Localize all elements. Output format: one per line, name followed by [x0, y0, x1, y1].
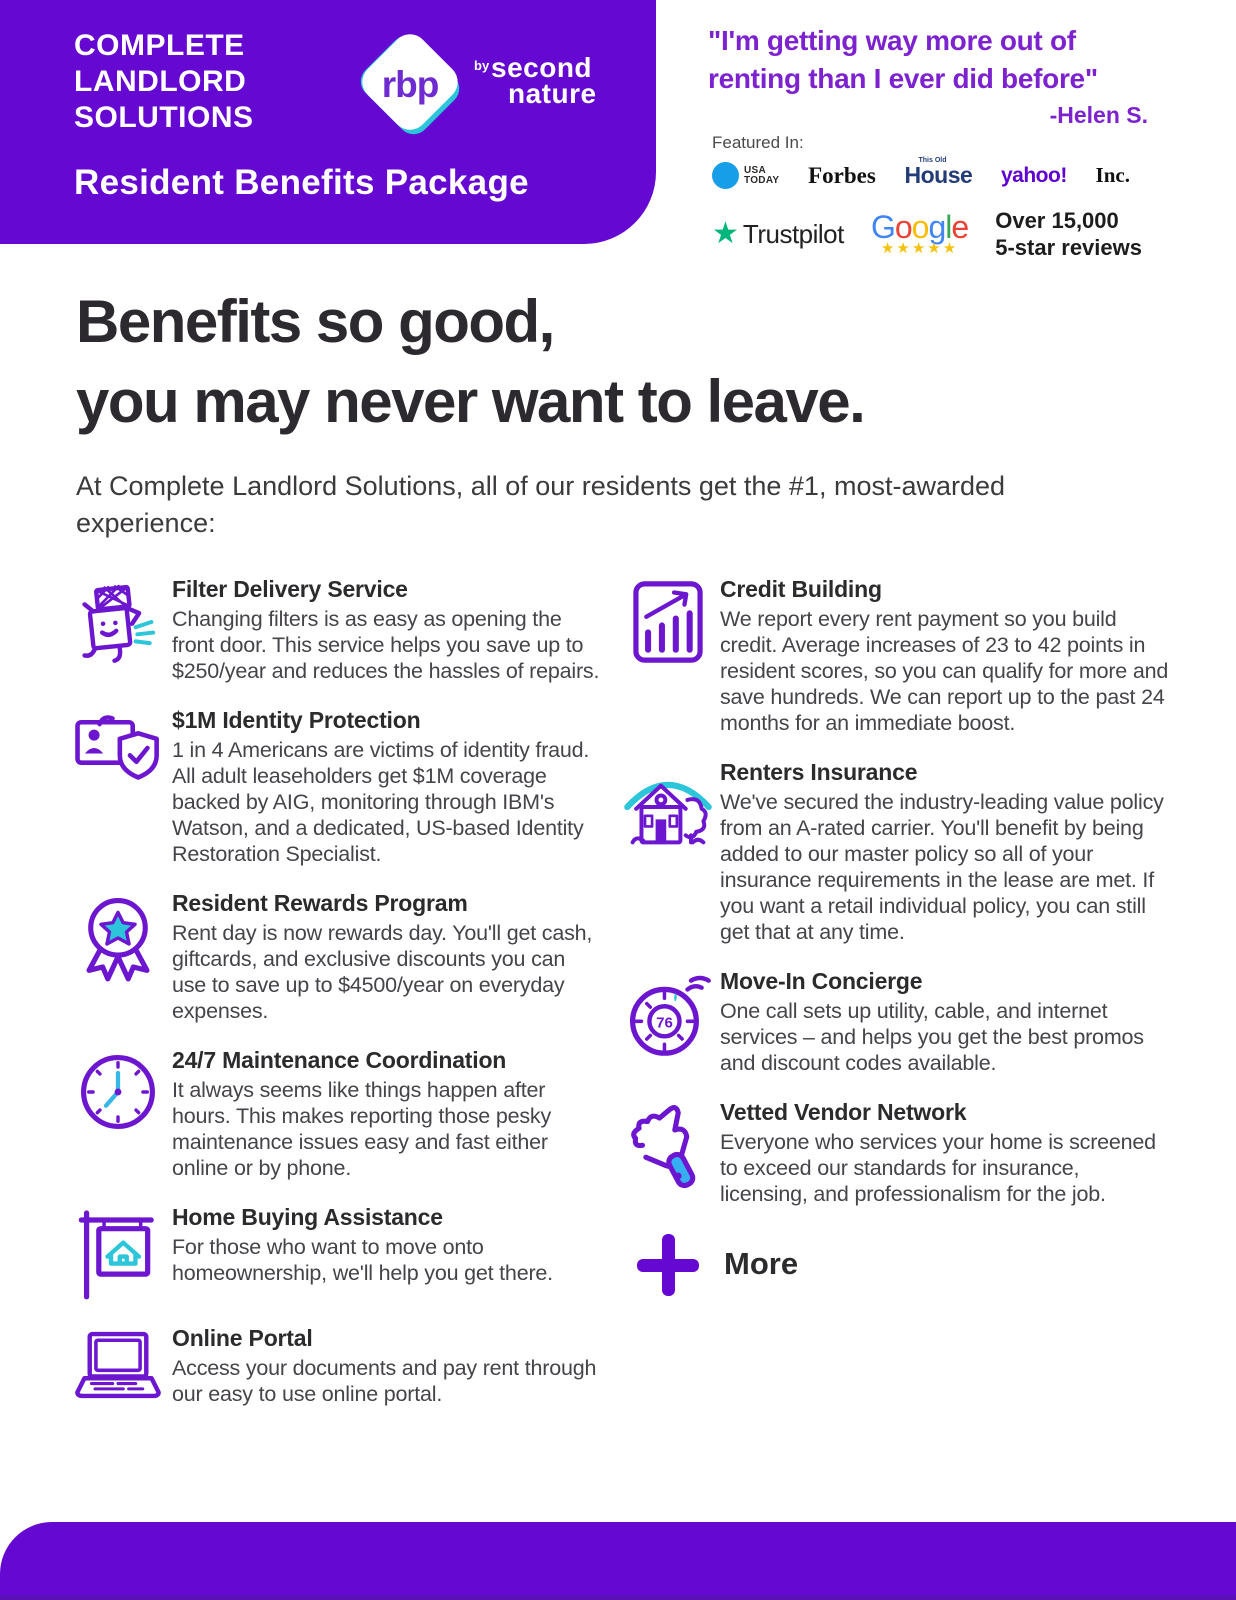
benefits-column-right [616, 576, 1172, 1298]
benefit-body: Rent day is now rewards day. You'll get cash, giftcards, and exclusive discounts you can use to save up to $4500/year on everyday expenses. [172, 921, 593, 1023]
benefit-body: For those who want to move onto homeownership, we'll help you get there. [172, 1235, 553, 1285]
google-letter: G [870, 209, 895, 245]
benefit-title: Move-In Concierge [720, 968, 923, 994]
plus-icon [616, 1230, 720, 1298]
press-logos-row [712, 157, 1130, 189]
rewards-medal-icon [64, 890, 172, 984]
benefit-body: One call sets up utility, cable, and internet services – and helps you get the best promos and discount codes available. [720, 999, 1144, 1075]
more-benefits-row [616, 1230, 1172, 1298]
benefit-title: 24/7 Maintenance Coordination [172, 1047, 507, 1073]
google-logo [870, 209, 969, 257]
featured-in-section [712, 133, 1162, 261]
logo-by-text: by [474, 58, 490, 73]
google-letter: o [911, 209, 929, 245]
rbp-second-nature-logo [358, 30, 618, 150]
benefit-body: Everyone who services your home is screened to exceed our standards for insurance, licensing, and professionalism for the job. [720, 1130, 1156, 1206]
benefit-body: We report every rent payment so you build credit. Average increases of 23 to 42 points in resident scores, so you can qualify for more and save hundreds. We can report up to the past 24 months for an immediate boost. [720, 607, 1169, 735]
benefit-body: 1 in 4 Americans are victims of identity fraud. All adult leaseholders get $1M coverage backed by AIG, monitoring through IBM's Watson, and a dedicated, US-based Identity Restoration Specialist. [172, 738, 590, 866]
google-letter: g [928, 209, 946, 245]
footer-band [0, 1522, 1236, 1595]
benefit-item-filter-delivery [64, 576, 604, 684]
move-in-thermostat-icon [616, 968, 720, 1062]
forbes-logo: Forbes [808, 162, 876, 188]
benefit-item-home-buying [64, 1204, 604, 1302]
benefits-column-left [64, 576, 604, 1430]
package-title: Resident Benefits Package [74, 163, 529, 202]
benefit-title: Resident Rewards Program [172, 890, 468, 916]
benefit-body: Access your documents and pay rent through our easy to use online portal. [172, 1356, 597, 1406]
benefit-body: It always seems like things happen after hours. This makes reporting those pesky maintenance issues easy and fast either online or by phone. [172, 1078, 551, 1180]
maintenance-clock-icon [64, 1047, 172, 1135]
benefit-title: Online Portal [172, 1325, 313, 1351]
this-old-house-small-text: This Old [918, 157, 947, 164]
footer-edge-line [0, 1595, 1236, 1600]
credit-building-chart-icon [616, 576, 720, 666]
filter-delivery-icon [64, 576, 172, 666]
yahoo-logo: yahoo! [1000, 163, 1067, 187]
brand-title: COMPLETE LANDLORD SOLUTIONS [74, 29, 254, 134]
benefit-title: Filter Delivery Service [172, 576, 408, 602]
vetted-vendor-thumbs-up-icon [616, 1099, 720, 1193]
page-headline [76, 282, 1186, 442]
inc-logo: Inc. [1095, 163, 1130, 187]
benefit-item-maintenance [64, 1047, 604, 1181]
quote-attribution: -Helen S. [1049, 102, 1148, 128]
usa-today-logo [712, 162, 779, 189]
benefit-title: Renters Insurance [720, 759, 918, 785]
benefit-title: Home Buying Assistance [172, 1204, 443, 1230]
identity-protection-icon [64, 707, 172, 787]
benefit-item-rewards [64, 890, 604, 1024]
usa-today-line2: TODAY [744, 174, 780, 186]
benefit-title: $1M Identity Protection [172, 707, 421, 733]
more-label: More [724, 1246, 799, 1281]
reviews-row [712, 207, 1142, 261]
logo-second-text: second [491, 52, 593, 83]
benefit-item-vetted-vendor [616, 1099, 1172, 1207]
rbp-logo-text: rbp [381, 64, 439, 105]
google-letter: e [951, 209, 969, 245]
benefit-item-online-portal [64, 1325, 604, 1407]
headline-line1: Benefits so good, [76, 288, 554, 355]
featured-in-label: Featured In: [712, 133, 804, 152]
google-letter: o [894, 209, 912, 245]
trustpilot-logo [712, 219, 844, 250]
benefit-title: Credit Building [720, 576, 882, 602]
usa-today-line1: USA [744, 164, 767, 176]
testimonial-quote [708, 22, 1148, 129]
trustpilot-star-icon: ★ [712, 217, 739, 250]
google-five-stars-icon: ★★★★★ [880, 240, 959, 257]
reviews-count: Over 15,000 [995, 208, 1119, 233]
rbp-logo-mark [358, 30, 462, 134]
online-portal-laptop-icon [64, 1325, 172, 1403]
benefit-body: We've secured the industry-leading value policy from an A-rated carrier. You'll benefit by being added to our master policy so all of your insurance requirements in the lease are met. If you want a retail individual policy, you can still get that at any time. [720, 790, 1164, 944]
header-banner [0, 0, 656, 244]
this-old-house-logo [904, 157, 973, 189]
benefit-item-renters-insurance [616, 759, 1172, 945]
svg-text:76: 76 [656, 1014, 673, 1032]
benefit-body: Changing filters is as easy as opening the front door. This service helps you save up to $250/year and reduces the hassles of repairs. [172, 607, 600, 683]
benefit-title: Vetted Vendor Network [720, 1099, 967, 1125]
benefit-item-move-in-concierge [616, 968, 1172, 1076]
reviews-label: 5-star reviews [995, 235, 1142, 260]
intro-text: At Complete Landlord Solutions, all of our residents get the #1, most-awarded experience: [76, 471, 1006, 538]
usa-today-circle-icon [712, 162, 739, 189]
home-buying-sign-icon [64, 1204, 172, 1302]
renters-insurance-house-icon [616, 759, 720, 853]
benefit-item-identity-protection [64, 707, 604, 867]
benefit-item-credit-building [616, 576, 1172, 736]
quote-text: "I'm getting way more out of renting than I ever did before" [708, 25, 1098, 94]
headline-line2: you may never want to leave. [76, 368, 865, 435]
google-letter: l [945, 209, 952, 245]
logo-nature-text: nature [508, 78, 597, 109]
trustpilot-text: Trustpilot [742, 218, 844, 249]
this-old-house-text: House [904, 162, 973, 188]
